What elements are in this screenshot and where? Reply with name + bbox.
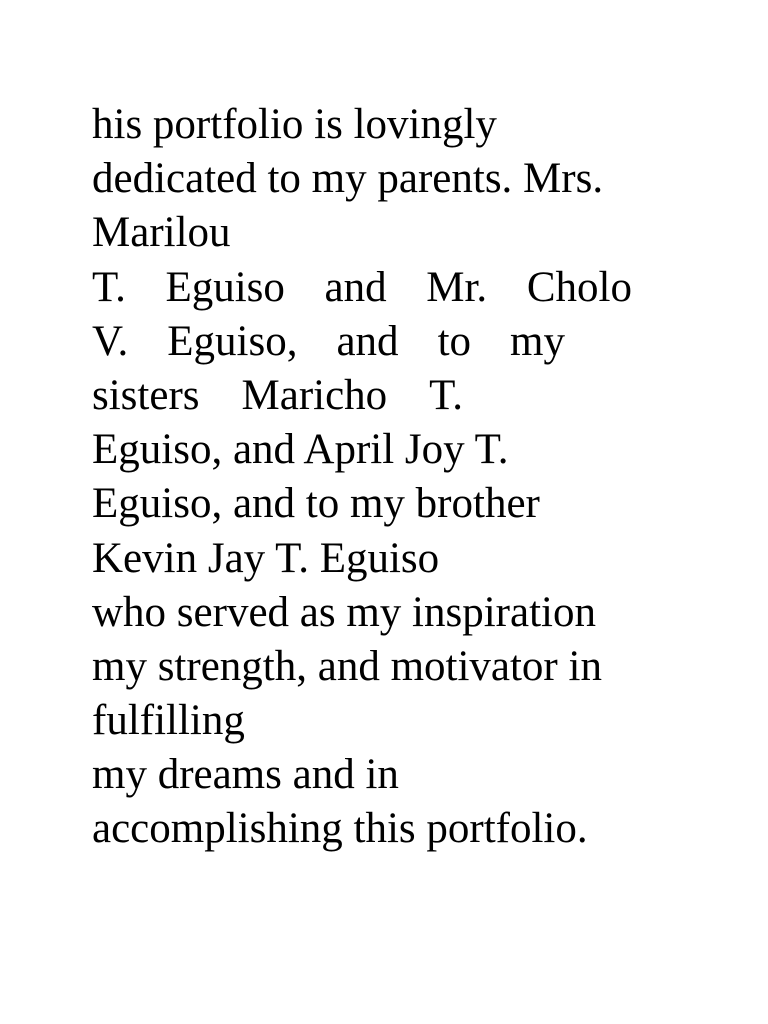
word: V. <box>92 317 129 365</box>
text-line: my strength, and motivator in <box>92 642 602 690</box>
text-line: Eguiso, and to my brother <box>92 480 540 528</box>
text-line: who served as my inspiration <box>92 588 596 636</box>
word: Eguiso <box>165 263 285 311</box>
text-line <box>92 369 463 423</box>
word: my <box>510 317 565 365</box>
word: sisters <box>92 371 200 419</box>
text-line: Eguiso, and April Joy T. <box>92 426 509 474</box>
word: T. <box>429 371 463 419</box>
dedication-text <box>92 98 637 857</box>
word: and <box>324 263 387 311</box>
word: to <box>437 317 472 365</box>
text-line: accomplishing this portfolio. <box>92 805 588 853</box>
text-line: dedicated to my parents. Mrs. <box>92 155 604 203</box>
text-line: Marilou <box>92 209 231 257</box>
word: Mr. <box>426 263 488 311</box>
word: and <box>336 317 399 365</box>
text-line: Kevin Jay T. Eguiso <box>92 534 440 582</box>
text-line <box>92 315 565 369</box>
text-line <box>92 261 632 315</box>
word: Cholo <box>526 263 632 311</box>
word: Maricho <box>241 371 388 419</box>
text-line: my dreams and in <box>92 751 399 799</box>
text-line: his portfolio is lovingly <box>92 101 497 148</box>
word: T. <box>92 263 126 311</box>
text-line: fulfilling <box>92 697 245 745</box>
word: Eguiso, <box>167 317 298 365</box>
